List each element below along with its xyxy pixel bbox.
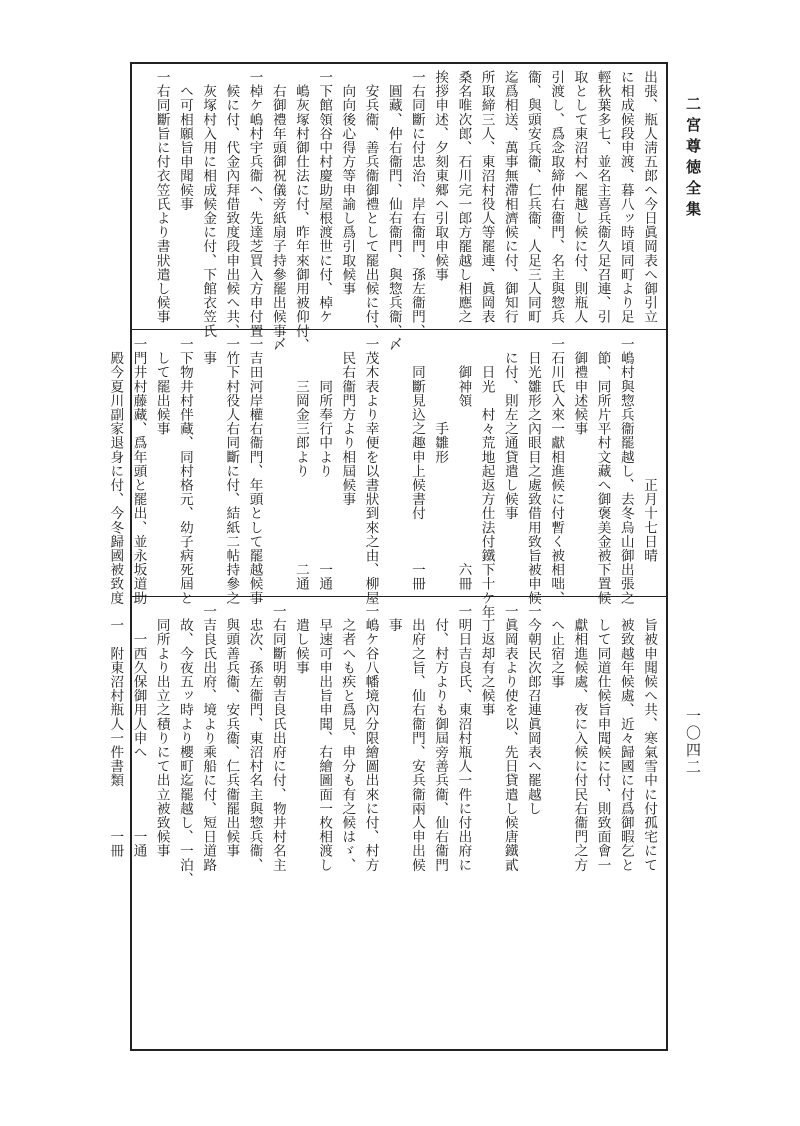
text-column: 一吉田河岸權右衞門、年頭として罷越候事 [246,337,263,605]
text-column: 手雛形 [432,337,449,464]
text-column: 一眞岡表より使を以、先日貸遣し候唐鐵貳 [501,604,518,872]
text-column: 出府之旨、仙右衞門、安兵衞兩人申出候 [408,604,425,872]
text-column: 被致越年候處、近々歸國に付爲御暇乞と [617,604,634,872]
text-column: 一今朝民次郎召連眞岡表へ罷越し [524,604,541,816]
text-frame [107,62,668,1051]
text-column: 御神領 六冊 [455,337,472,591]
text-column: 〆 [385,337,402,352]
text-column: して同道仕候旨申聞候に付、則致面會一 [594,604,611,872]
text-column: 事 [200,337,217,366]
text-column: 一石川氏入來一獻相進候に付暫く被相咄、 [548,337,565,605]
text-column: 挨拶申述、夕刻東郷へ引取申候事 [432,70,449,282]
text-column: に相成候段申渡、暮八ッ時頃同町より足 [617,70,634,324]
text-column: 事 [385,604,402,633]
text-column: 候に付、代金內拜借致度段申出候へ共、 [223,70,240,338]
text-column: 一門井村藤藏、爲年頭と罷出、並永坂道助 [130,337,147,605]
text-column: 正月十七日晴 [641,337,657,563]
tier-divider [132,329,666,330]
middle-tier-columns [107,337,660,619]
text-column: 遣し候事 [292,604,309,675]
text-column: 忠次、孫左衞門、東沼村名主與惣兵衞、 [246,604,263,872]
text-column: 所取締三人、東沼村役人等罷連、眞岡表 [478,70,495,324]
text-column: 御禮申述候事 [571,337,588,436]
text-column: 出張、瓶人淸五郎へ今日眞岡表へ御引立 [641,70,657,324]
page-number: 一〇四二 [684,708,702,776]
text-column: 一嶋村與惣兵衞罷越し、去冬烏山御出張之 [617,337,634,605]
running-header: 二宮尊徳全集 [684,96,702,222]
text-column: 一右同斷に付忠治、岸右衞門、孫左衞門、 [408,70,425,338]
text-column: 嶋灰塚村御仕法に付、昨年來御用被仰付、 [292,70,309,352]
text-column: して罷出候事 [153,337,170,436]
text-column: 故、今夜五ッ時より櫻町迄罷越し、一泊、 [176,604,193,886]
text-column: 節、同所片平村文藏へ御褒美金被下置候 [594,337,611,605]
text-column: 早速可申出旨申聞、右繪圖面一枚相渡し [316,604,333,872]
text-column: 日光 村々荒地起返方仕法付鐵下十ケ年 [478,337,495,619]
text-column: 同所より出立之積りにて出立被致候事 [153,604,170,858]
text-column: 衞、與頭安兵衞、仁兵衞、人足三人同町 [524,70,541,324]
text-column: 引渡し、爲念取締仲右衞門、名主與惣兵 [548,70,565,324]
lower-tier [107,598,666,1049]
middle-tier [107,331,666,619]
text-column: 一右同斷旨に付衣笠氏より書狀遣し候事 [153,70,170,324]
text-column: 一茂木表より幸便を以書狀到來之由、柳屋 [362,337,379,605]
text-column: 一西久保御用人申へ 一通 [130,604,147,858]
text-column: 一竹下村役人右同斷に付、結紙二帖持參之 [223,337,240,605]
text-column: 一右同斷明朝吉良氏出府に付、物井村名主 [269,604,286,872]
upper-tier-columns [138,70,660,352]
text-column: 圓藏、仲右衞門、仙右衞門、與惣兵衞、 [385,70,402,338]
text-column: 安兵衞、善兵衞御禮として罷出候に付、 [362,70,379,338]
text-column: 灰塚村入用に相成候金に付、下館衣笠氏 [200,70,217,338]
text-column: 之者へも疾と爲見、申分も有之候はゞ、 [339,604,356,872]
upper-tier [132,64,666,352]
text-column: 一棹ケ嶋村宇兵衞へ、先達芝買入方申付置 [246,70,263,338]
text-column: 輕秋葉多七、並名主喜兵衞久足召連、引 [594,70,611,324]
text-column: へ止宿之事 [548,604,565,689]
lower-tier-columns [107,604,660,1043]
tier-divider [132,596,666,597]
text-column: 迄爲相送、萬事無滯相濟候に付、御知行 [501,70,518,324]
text-column: 桑名唯次郎、石川完一郎方罷越し相應之 [455,70,472,324]
text-column: 同所奉行中より 一通 [316,337,333,591]
text-column: へ可相願旨申聞候事 [176,70,193,211]
text-column: 三岡金三郎より 二通 [292,337,309,591]
text-column: 丁返却有之候事 [478,604,495,717]
text-column: 獻相進候處、夜に入候に付民右衞門之方 [571,604,588,872]
text-column: に付、則左之通貸遣し候事 [501,337,518,521]
text-column: 與頭善兵衞、安兵衞、仁兵衞罷出候事 [223,604,240,858]
text-column: 〆 [269,337,286,352]
text-column: 付、村方よりも御屆旁善兵衞、仙右衞門 [432,604,449,872]
text-column: 旨被申聞候へ共、寒氣雪中に付孤宅にて [641,604,657,872]
text-column: 一下館領谷中村慶助屋根渡世に付、棹ケ [316,70,333,324]
text-column: 殿今夏川副家退身に付、今冬歸國被致度 [107,337,124,605]
text-column: 一嶋ケ谷八幡境內分限繪圖出來に付、村方 [362,604,379,872]
text-column: 取として東沼村へ罷越し候に付、則瓶人 [571,70,588,324]
text-column: 一吉良氏出府、境より乘船に付、短日道路 [200,604,217,872]
text-column: 一明日吉良氏、東沼村瓶人一件に付出府に [455,604,472,872]
text-column: 向向後心得方等申諭し爲引取候事 [339,70,356,296]
text-column: 日光雛形之內眼目之處致借用致旨被申候 [524,337,541,605]
text-column: 一 附東沼村瓶人一件書類 一冊 [107,604,124,858]
text-column: 同斷見込之趣申上候書付 一冊 [408,337,425,591]
text-column: 一下物井村伴藏、同村格元、幼子病死屆と [176,337,193,605]
text-column: 右御禮年頭御祝儀旁紙扇子持參罷出候事 [269,70,286,338]
text-column: 民右衞門方より相屆候事 [339,337,356,507]
